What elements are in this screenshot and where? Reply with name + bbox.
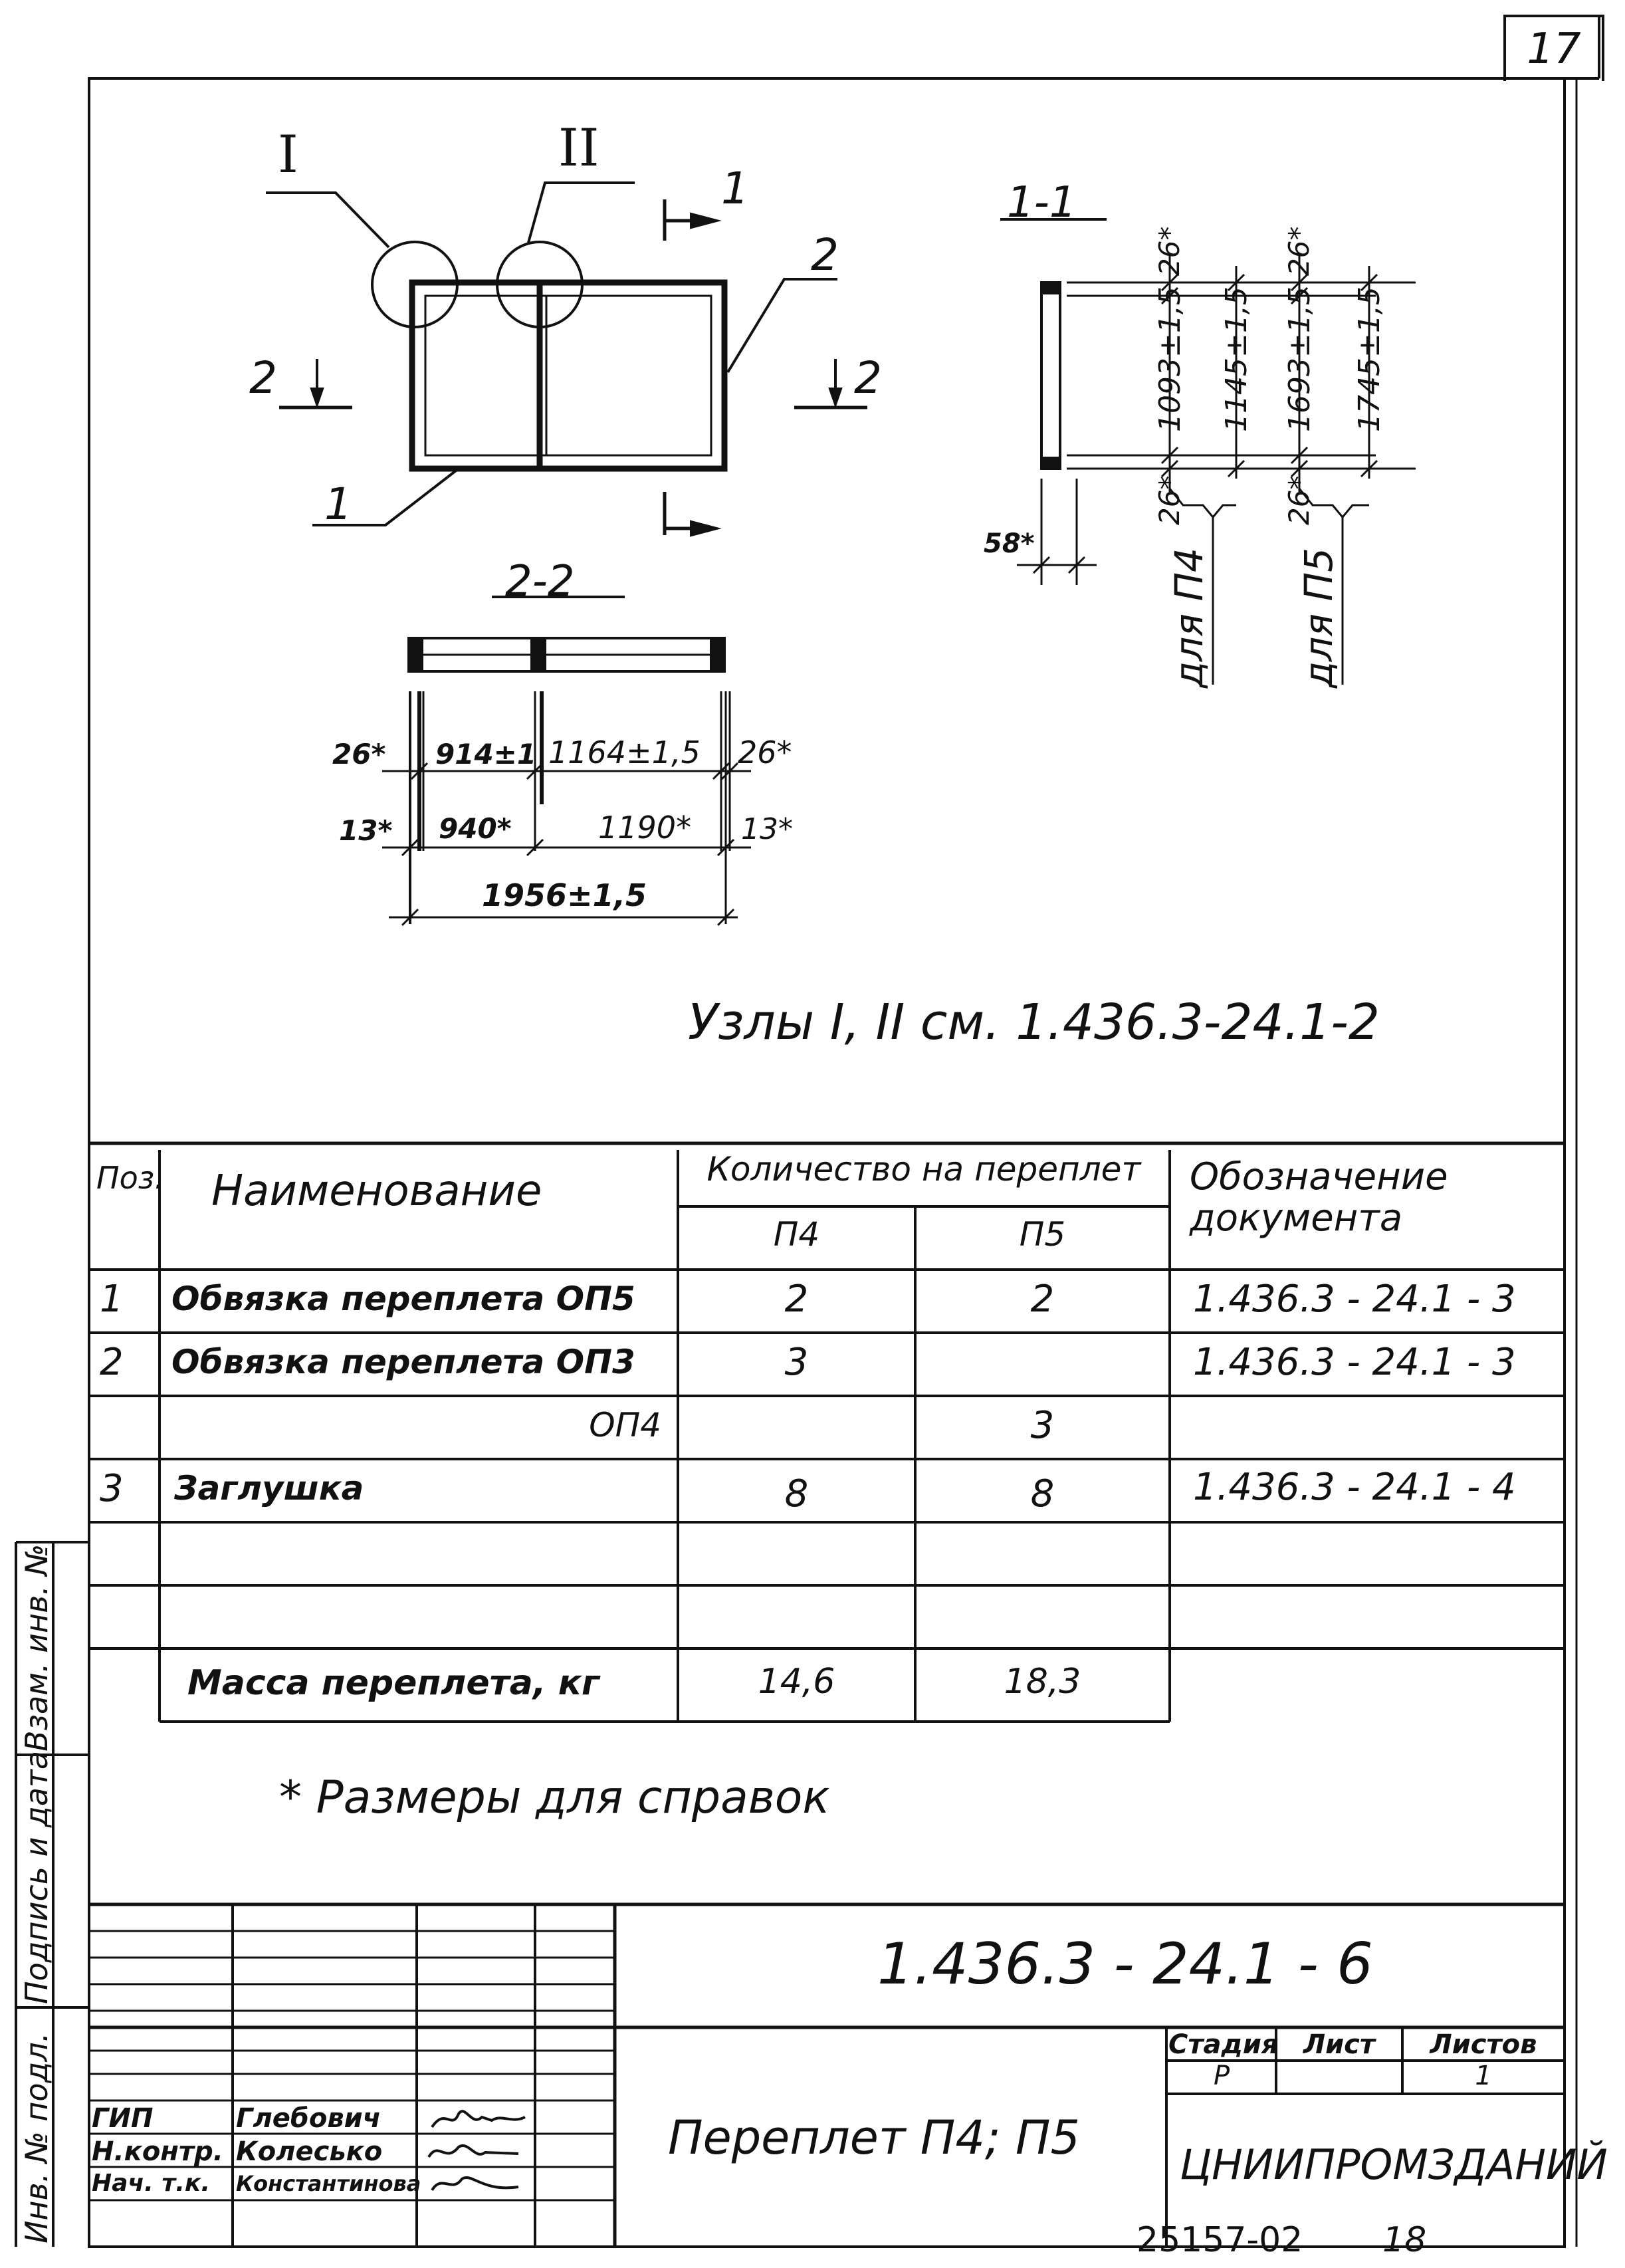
mass-label: Масса переплета, кг: [187, 1663, 600, 1703]
dim-22-26-right: 26*: [738, 735, 792, 770]
role-norm-control: Н.контр.: [92, 2136, 223, 2167]
dim-22-914: 914±1: [435, 738, 537, 770]
sheets-value: 1: [1475, 2061, 1492, 2091]
row-1-name: Обвязка переплета ОП5: [171, 1280, 635, 1318]
stamp-sign-date: Подпись и дата: [19, 1750, 54, 2004]
section-mark-2-left: 2: [249, 352, 277, 403]
dim-11-26-c: 26*: [1153, 475, 1186, 525]
row-1-p5: 2: [1030, 1278, 1055, 1321]
th-qty-p4: П4: [773, 1215, 820, 1254]
dim-11-1145: 1145±1,5: [1220, 286, 1253, 432]
dim-11-26-d: 26*: [1283, 475, 1315, 525]
node-label-2: II: [558, 118, 599, 178]
document-title: Переплет П4; П5: [668, 2110, 1080, 2165]
document-code: 1.436.3 - 24.1 - 6: [877, 1931, 1373, 1997]
dim-22-940: 940*: [439, 812, 512, 845]
for-p5-note: для П5: [1296, 547, 1341, 688]
row-2-p4: 3: [784, 1341, 809, 1384]
for-p4-note: для П4: [1166, 547, 1212, 688]
th-qty-p5: П5: [1019, 1215, 1066, 1254]
row-4-name: Заглушка: [174, 1469, 364, 1508]
archive-code: 25157-02: [1137, 2220, 1303, 2260]
row-1-p4: 2: [784, 1278, 809, 1321]
row-3-p5: 3: [1030, 1404, 1055, 1447]
dim-22-1956: 1956±1,5: [482, 877, 647, 913]
th-doc: Обозначение документа: [1190, 1155, 1448, 1240]
name-norm-control: Колесько: [236, 2136, 383, 2167]
mass-p5: 18,3: [1004, 1662, 1081, 1702]
row-4-pos: 3: [100, 1467, 124, 1510]
dim-22-1164: 1164±1,5: [548, 735, 701, 770]
row-1-pos: 1: [100, 1278, 124, 1321]
row-2-name: Обвязка переплета ОП3: [171, 1343, 635, 1381]
dim-11-26-a: 26*: [1153, 226, 1186, 276]
th-name: Наименование: [211, 1167, 542, 1216]
th-qty: Количество на переплет: [706, 1150, 1141, 1189]
stamp-replace-inv: Взам. инв. №: [19, 1543, 54, 1752]
position-label-1: 1: [324, 479, 352, 530]
row-1-doc: 1.436.3 - 24.1 - 3: [1193, 1278, 1516, 1321]
frame-outline: [412, 283, 724, 469]
row-4-doc: 1.436.3 - 24.1 - 4: [1193, 1466, 1516, 1509]
row-3-name: ОП4: [589, 1406, 661, 1444]
section-22-title: 2-2: [505, 557, 575, 606]
dim-11-1693: 1693±1,5: [1283, 286, 1317, 432]
dim-11-58: 58*: [984, 528, 1035, 559]
position-label-2: 2: [811, 229, 839, 281]
mass-p4: 14,6: [758, 1662, 835, 1702]
dim-22-13-left: 13*: [339, 814, 393, 847]
section-mark-2-right: 2: [854, 352, 882, 403]
dim-22-26-left: 26*: [332, 738, 386, 770]
dim-22-1190: 1190*: [598, 810, 692, 846]
th-pos: Поз.: [96, 1160, 164, 1196]
name-head-tk: Константинова: [236, 2171, 421, 2196]
name-gip: Глебович: [236, 2103, 381, 2134]
section-mark-1-top: 1: [721, 163, 749, 214]
role-gip: ГИП: [92, 2103, 154, 2134]
row-2-pos: 2: [100, 1341, 124, 1384]
stage-label: Стадия: [1168, 2029, 1279, 2060]
sheet-label: Лист: [1303, 2029, 1376, 2060]
stage-value: Р: [1213, 2061, 1230, 2091]
row-4-p5: 8: [1030, 1472, 1055, 1516]
organization-name: ЦНИИПРОМЗДАНИЙ: [1180, 2140, 1608, 2189]
node-label-1: I: [278, 125, 298, 185]
row-2-doc: 1.436.3 - 24.1 - 3: [1193, 1341, 1516, 1384]
stamp-inv-no: Инв. № подл.: [19, 2032, 54, 2243]
dim-22-13-right: 13*: [741, 812, 793, 846]
row-4-p4: 8: [784, 1472, 809, 1516]
archive-page: 18: [1382, 2220, 1427, 2260]
signatures: [419, 2100, 535, 2200]
dim-11-1745: 1745±1,5: [1353, 286, 1386, 432]
dim-11-1093: 1093±1,5: [1153, 286, 1187, 432]
sheets-label: Листов: [1430, 2029, 1537, 2060]
section-11-profile: [1041, 283, 1060, 469]
dim-11-26-b: 26*: [1283, 226, 1315, 276]
section-11-title: 1-1: [1007, 178, 1077, 227]
sheet-number: 17: [1503, 15, 1604, 81]
nodes-reference-note: Узлы I, II см. 1.436.3-24.1-2: [688, 994, 1380, 1051]
footnote-reference-dims: * Размеры для справок: [279, 1771, 830, 1824]
role-head-tk: Нач. т.к.: [92, 2170, 210, 2197]
